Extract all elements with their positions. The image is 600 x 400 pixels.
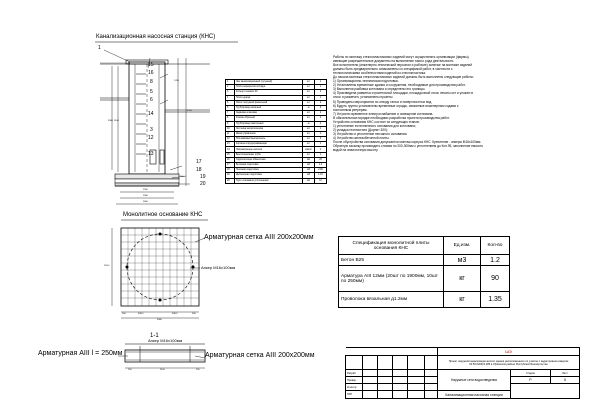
callout-3: 3 (150, 127, 153, 133)
callout-6: 6 (150, 97, 153, 103)
part-pos: 11 (226, 131, 235, 136)
part-name: Направляющие насосов (235, 147, 303, 152)
part-name: Трубопровод самотечный (235, 121, 303, 126)
note-line: откос и размечен, установлены прозеты. (333, 95, 394, 100)
part-qty: 1 (315, 147, 327, 152)
part-pos: 7 (226, 111, 235, 116)
part-unit: м3 (303, 168, 315, 173)
part-qty: 1 (315, 131, 327, 136)
dim-4700: 4700 (187, 110, 192, 112)
part-name: Плита перекрытия колодца (235, 85, 303, 90)
part-name: Гидроизоляция обмазочная (235, 157, 303, 162)
mesh-label-2: Арматурная сетка АIII 200х200мм (205, 352, 315, 359)
part-qty: 2.90 (315, 168, 327, 173)
note-line: Все исполнители (инженерно-технический персонал и рабочие) занятые на монтаже изделий (333, 63, 472, 68)
stamp-project-title: Проект наружной канализации жилого здания расположенного по участке с кадастровым номером 02:56:020401:286 в Уфимском районе Республики Башкортостан (438, 356, 580, 370)
part-pos: 3 (226, 90, 235, 95)
part-unit: м2 (303, 178, 315, 183)
note-line: 4) Устройство железобетонной плиты. (333, 135, 390, 140)
stamp-drawing-name: Канализационная насосная станция (438, 391, 511, 399)
rebar-label: Арматурная АIII l = 250мм (38, 350, 123, 357)
plan-dim-4: 638,5 (172, 313, 178, 315)
part-unit: шт (303, 80, 315, 85)
part-qty: 1 (315, 142, 327, 147)
part-unit: шт (303, 126, 315, 131)
sect-dim-2: 3100 (160, 369, 165, 371)
part-name: Грунт основания уплотненный (235, 178, 303, 183)
anchor-label-2: Анкер М16х100мм (148, 338, 183, 343)
plan-dim-2: 638,5 (138, 313, 144, 315)
note-line: постоянным репрерам. (333, 107, 368, 112)
part-pos: 6 (226, 105, 235, 110)
part-qty: 2 (315, 116, 327, 121)
spec-row-name: Проволока вязальная д1.2мм (339, 292, 444, 308)
dim-2600: 2600 (143, 201, 148, 203)
spec-row (339, 292, 510, 308)
part-name: Клапан обратный (235, 116, 303, 121)
part-name: Люк канализационный (чугунный) (235, 80, 303, 85)
spec-row-name: Арматура АIII 12мм (20шт по 1900мм, 10шт по 250мм) (339, 266, 444, 292)
note-line: 2) Установлены временные здания и сооружения, необходимые для производства работ. (333, 83, 466, 88)
part-name: Плита днища (235, 95, 303, 100)
stamp-stage: Р (511, 377, 551, 384)
spec-row-unit: кг (444, 292, 481, 308)
callout-17: 17 (196, 159, 202, 165)
section2-title: Монолитное основание КНС (123, 212, 203, 218)
callout-18: 18 (196, 167, 202, 173)
dim-2550: 2550 (143, 189, 148, 191)
sect-dim-3: 250 (196, 369, 200, 371)
part-qty: 1 (315, 126, 327, 131)
part-name: Насос погружной фекальный (235, 100, 303, 105)
note-line: Работы по монтажу стеклопластиковых изделий могут осуществлять организации (фирмы), (333, 55, 470, 59)
part-unit: шт (303, 131, 315, 136)
part-pos: 8 (226, 116, 235, 121)
part-unit: шт (303, 111, 315, 116)
spec-col-unit: Ед.изм. (444, 237, 481, 255)
part-qty: 2 (315, 100, 327, 105)
callout-13: 13 (148, 151, 154, 157)
part-pos: 19 (226, 173, 235, 178)
note-line: 7) Устроено временное электроснабжение и освещение котлована. (333, 111, 434, 116)
note-line: 1) Организационно-техническая подготовка. (333, 79, 399, 84)
part-qty: 2 (315, 111, 327, 116)
part-pos: 5 (226, 100, 235, 105)
part-name: Поплавковый выключатель (235, 137, 303, 142)
dim-3100: 3100 (114, 120, 119, 122)
part-qty: 1 (315, 80, 327, 85)
callout-8: 8 (150, 79, 153, 85)
part-unit: шт (303, 100, 315, 105)
callout-12: 12 (148, 135, 154, 141)
title-block (345, 347, 580, 399)
part-unit: шт (303, 85, 315, 90)
spec-row-qty: 1.2 (481, 255, 510, 266)
part-qty: 12 (315, 178, 327, 183)
mesh-label-1: Арматурная сетка АIII 200х200мм (204, 234, 314, 241)
dim-1700: 1700 (174, 80, 179, 82)
plan-dim-1: 300 (122, 313, 126, 315)
callout-19: 19 (200, 174, 206, 180)
part-qty: 2 (315, 90, 327, 95)
note-line: Обратную засыпку производить слоями по 200-300мм с уплотнением до Ксп.95, заполнение емкость (333, 144, 484, 149)
part-name: Трубопровод напорный (235, 105, 303, 110)
plan-dim-5: 300 (192, 313, 196, 315)
stamp-role: Разраб. (346, 370, 363, 377)
part-pos: 17 (226, 163, 235, 168)
part-unit: компл (303, 147, 315, 152)
callout-14: 14 (148, 111, 154, 117)
spec-row-unit: кг (444, 266, 481, 292)
part-qty: 6 (315, 105, 327, 110)
part-unit: шт (303, 152, 315, 157)
stamp-sheet: 5 (550, 377, 579, 384)
part-qty: 1 (315, 95, 327, 100)
note-line: 6) Будуть грунты установлены временные ограды, связанные инженерным ходами к (333, 103, 459, 108)
note-line: 3) Устройство и уплотнение песчаного основания. (333, 131, 408, 136)
stamp-role: ГИП (346, 391, 363, 399)
spec-table (338, 236, 510, 308)
callout-1: 1 (98, 45, 101, 51)
anchor-label-1: Анкер М16х100мм (201, 265, 236, 270)
stamp-role: Н.контр. (346, 384, 363, 391)
stamp-subtitle: Наружные сети водоотведения (438, 370, 511, 391)
spec-title: Спецификация монолитной плиты основания КНС (339, 237, 444, 255)
part-name: Вентиляционная труба (235, 152, 303, 157)
note-line: 4) Произведена разметка строительной площадки, площадочный откос печаты окт и уложен в (333, 91, 473, 96)
callout-20: 20 (200, 181, 206, 187)
plan-dim-3: 3000 (157, 319, 162, 321)
part-unit: шт (303, 95, 315, 100)
part-qty: 22 (315, 157, 327, 162)
part-name: Песчаная подготовка (235, 168, 303, 173)
note-line: имеющие разрешительные документы на выполнение такого рода деятельности. (333, 59, 455, 64)
note-line: должны быть предварительно ознакомлены со спецификой работ, в частности с (333, 67, 453, 72)
callout-15: 15 (148, 62, 154, 68)
part-qty: 1.10 (315, 173, 327, 178)
section1-title: Канализационная насосная станция (КНС) (96, 34, 216, 40)
note-line: водой на аналогичную высоту. (333, 148, 379, 153)
stamp-role: Провер. (346, 377, 363, 384)
part-pos: 13 (226, 142, 235, 147)
part-name: Лестница металлическая (235, 126, 303, 131)
spec-row-unit: м3 (444, 255, 481, 266)
note-line: 3) Выполнена разбивка котлована и определены его границы. (333, 87, 426, 92)
part-unit: шт (303, 90, 315, 95)
part-unit: м3 (303, 173, 315, 178)
part-pos: 18 (226, 168, 235, 173)
part-qty: 3 (315, 137, 327, 142)
part-name: Бетонная подготовка (235, 163, 303, 168)
part-pos: 20 (226, 178, 235, 183)
note-line: 5) Проведены мероприятия по отводу талых и поверхностных вод. (333, 99, 433, 104)
part-pos: 9 (226, 121, 235, 126)
dim-3300: 3300 (108, 120, 113, 122)
part-pos: 15 (226, 152, 235, 157)
part-pos: 14 (226, 147, 235, 152)
part-pos: 4 (226, 95, 235, 100)
stamp-code: ШЭ (438, 348, 580, 356)
part-qty: 4 (315, 121, 327, 126)
part-pos: 2 (226, 85, 235, 90)
note-line: технологическими особенностями изделий из стеклопластика. (333, 71, 426, 76)
part-unit: шт (303, 116, 315, 121)
spec-row (339, 255, 510, 266)
part-unit: м (303, 105, 315, 110)
section-cut-label: 1-1 (150, 333, 159, 339)
part-pos: 1 (226, 80, 235, 85)
part-unit: шт (303, 137, 315, 142)
spec-row-qty: 1.35 (481, 292, 510, 308)
part-qty: 1 (315, 152, 327, 157)
callout-5: 5 (150, 89, 153, 95)
sect-dim-1: 250 (128, 369, 132, 371)
spec-row-qty: 90 (481, 266, 510, 292)
callout-16: 16 (148, 70, 154, 76)
plan-dim-6: 263,5 (104, 265, 110, 267)
part-unit: м2 (303, 157, 315, 162)
stamp-h-sheet: Лист (550, 370, 579, 377)
part-name: Кольцо стеновое КС (235, 90, 303, 95)
note-line: В обязательном порядке необходимо разработка проекта производства работ. (333, 115, 450, 120)
note-line: До начала монтажа стеклопластиковых изделий должны быть выполнены следующие работы: (333, 75, 474, 80)
part-name: Щебеночная подготовка (235, 173, 303, 178)
note-line: Устройство основания КНС состоит из следующих этапов: (333, 119, 420, 124)
part-qty: 1.2 (315, 163, 327, 168)
stamp-h-stage: Стадия (511, 370, 551, 377)
part-unit: м (303, 121, 315, 126)
part-unit: шт (303, 142, 315, 147)
spec-col-qty: Кол-во (481, 237, 510, 255)
spec-row (339, 266, 510, 292)
part-unit: м3 (303, 163, 315, 168)
part-pos: 10 (226, 126, 235, 131)
note-line: После обустройства основания допускается монтаж корпуса КНС. Крепление - анкеры М16х100мм. (333, 139, 482, 144)
part-name: Шкаф управления (235, 131, 303, 136)
note-line: 1) уплотнение естественного основания для котлована; (333, 123, 416, 128)
part-name: Задвижка клиновая (235, 111, 303, 116)
dim-200: 200 (180, 176, 184, 178)
part-pos: 12 (226, 137, 235, 142)
dim-2900: 2900 (143, 195, 148, 197)
part-qty: 1 (315, 85, 327, 90)
part-name: Корзина сороудерживающая (235, 142, 303, 147)
note-line: 2) укладка геотекстиля (Дорнит 300); (333, 127, 388, 132)
part-pos: 16 (226, 157, 235, 162)
spec-row-name: Бетон В25 (339, 255, 444, 266)
